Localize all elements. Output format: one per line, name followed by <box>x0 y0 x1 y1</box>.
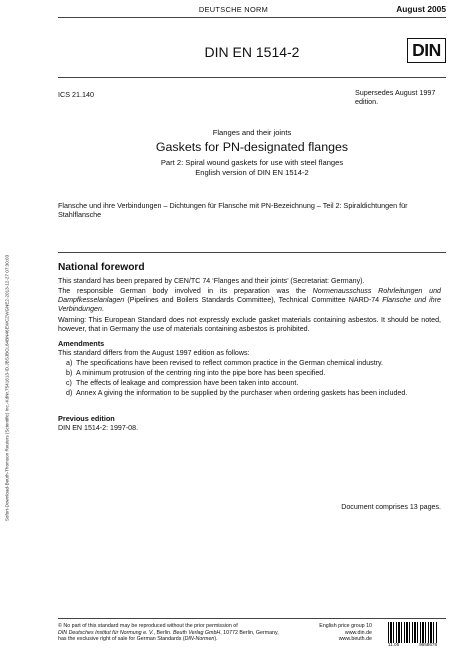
title-line1: Flanges and their joints <box>212 128 292 137</box>
din-institute-name: DIN Deutsches Institut für Normung e. V. <box>58 629 154 636</box>
amendment-text: Annex A giving the information to be supplied by the purchaser when ordering gaskets has been included. <box>76 389 408 397</box>
din-logo: DIN <box>407 38 446 63</box>
title-divider <box>58 77 446 78</box>
main-title: Gaskets for PN-designated flanges <box>155 140 349 154</box>
supersedes-note: Supersedes August 1997 edition. <box>355 88 436 106</box>
barcode-date: 11.05 <box>388 642 400 647</box>
p2-text-c: (Pipelines and Boilers Standards Committee), Technical Committee NARD-74 <box>124 296 383 304</box>
p2-committee-nard: Flansche und ihre Verbindungen <box>58 296 441 313</box>
barcode-bars <box>388 622 437 643</box>
amendment-label: a) <box>66 359 73 367</box>
copyright-text: has the exclusive right of sale for German Standards ( <box>58 636 185 642</box>
english-version: English version of DIN EN 1514-2 <box>195 168 309 177</box>
national-foreword-heading: National foreword <box>58 262 145 273</box>
din-website-link[interactable]: www.din.de <box>344 629 372 636</box>
price-group: English price group 10 <box>319 623 372 629</box>
beuth-name: Beuth Verlag GmbH <box>173 629 221 636</box>
beuth-website-link[interactable]: www.beuth.de <box>338 636 372 642</box>
copyright-text: ). <box>214 636 218 642</box>
amendments-intro: This standard differs from the August 1997 edition as follows: <box>58 349 250 357</box>
amendment-label: d) <box>66 389 73 397</box>
foreword-warning: Warning: This European Standard does not expressly exclude gasket materials containing asbestos. It should be noted, however, that in Germany the use of materials containing asbestos is prohibited. <box>58 316 441 333</box>
copyright-notice <box>58 623 288 643</box>
amendment-label: c) <box>66 379 72 387</box>
footer-divider <box>58 618 446 619</box>
copyright-text: , 10772 Berlin, Germany, <box>220 629 279 636</box>
amendment-text: A minimum protrusion of the centring ring into the pipe bore has been specified. <box>76 369 326 377</box>
previous-edition-heading: Previous edition <box>58 414 115 423</box>
amendment-item <box>66 379 441 388</box>
price-and-web <box>304 623 372 643</box>
amendment-item <box>66 359 441 368</box>
copyright-line <box>58 636 288 643</box>
download-stamp <box>1 178 13 598</box>
document-number: DIN EN 1514-2 <box>204 44 300 60</box>
german-title: Flansche und ihre Verbindungen – Dichtungen für Flansche mit PN-Bezeichnung – Teil 2: Spiraldichtungen für Stahlflansche <box>58 201 408 220</box>
p2-text-e: . <box>101 305 104 313</box>
p2-text-a: The responsible German body involved in its preparation was the <box>58 287 313 295</box>
amendment-text: The specifications have been revised to reflect common practice in the German chemical industry. <box>76 359 384 367</box>
foreword-paragraph-1: This standard has been prepared by CEN/TC 74 ‘Flanges and their joints’ (Secretariat: Germany). <box>58 277 365 285</box>
previous-edition-text: DIN EN 1514-2: 1997-08. <box>58 424 139 432</box>
amendment-item <box>66 369 441 378</box>
norm-label: DEUTSCHE NORM <box>198 5 269 14</box>
foreword-divider <box>58 252 446 253</box>
barcode <box>388 622 437 648</box>
amendment-item <box>66 389 441 398</box>
publication-date: August 2005 <box>396 4 446 14</box>
p2-committee-de: Normenausschuss Rohrleitungen und Dampfkesselanlagen <box>58 287 441 304</box>
title-block <box>58 128 446 178</box>
barcode-number: 9658678 <box>419 642 437 647</box>
din-normen: DIN-Normen <box>184 636 215 642</box>
copyright-line: © No part of this standard may be reproduced without the prior permission of <box>58 623 238 629</box>
amendment-label: b) <box>66 369 73 377</box>
part-title: Part 2: Spiral wound gaskets for use with steel flanges <box>160 158 344 167</box>
page-count-note: Document comprises 13 pages. <box>341 503 441 511</box>
amendment-text: The effects of leakage and compression have been taken into account. <box>76 379 299 387</box>
foreword-paragraph-2 <box>58 287 441 314</box>
ics-code: ICS 21.140 <box>58 90 94 99</box>
amendments-heading: Amendments <box>58 339 105 348</box>
download-stamp-text: Sofort-Download-Beuth-Thomson Reuters (Scientific) Inc.-KdNr.7541613-ID.JBSJBCL84BN46EWCZWGNE2-2013-12-27 07:30:03 <box>4 254 10 522</box>
header-divider <box>58 17 446 18</box>
copyright-text: , Berlin. <box>153 629 174 636</box>
